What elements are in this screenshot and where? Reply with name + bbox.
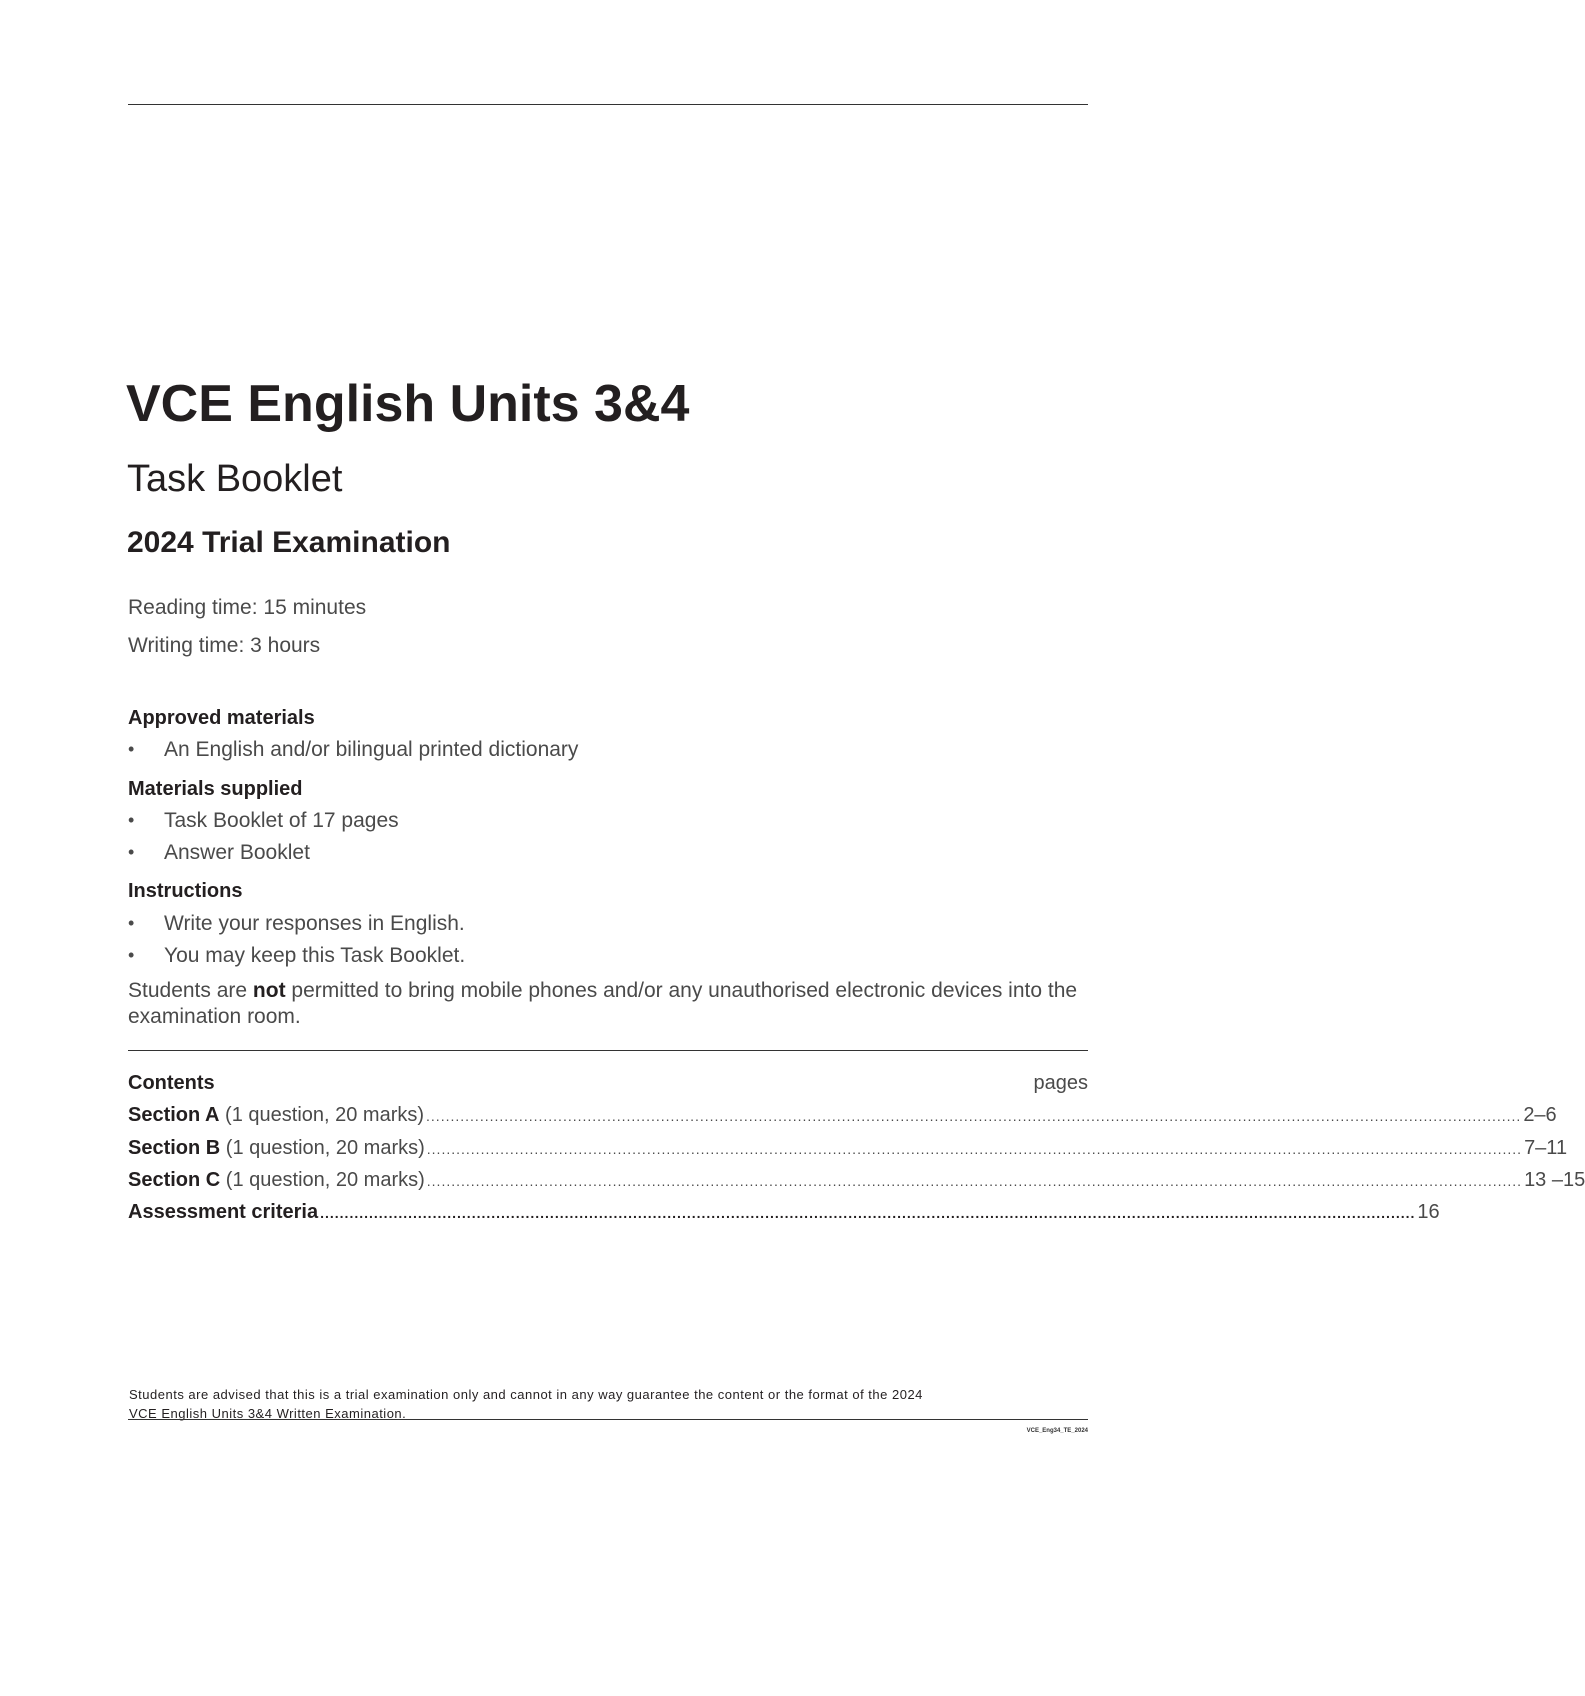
writing-time: Writing time: 3 hours <box>128 634 321 657</box>
row-label: Section B <box>128 1137 221 1159</box>
row-desc: (1 question, 20 marks) <box>220 1169 425 1191</box>
dot-leader: ................................................................................................................................................................................................................................ <box>426 1173 1523 1189</box>
instruction-item <box>128 913 465 934</box>
supplied-item-text: Task Booklet of 17 pages <box>164 809 399 832</box>
row-pages: 2–6 <box>1523 1104 1557 1126</box>
document-title: VCE English Units 3&4 <box>126 375 690 433</box>
bullet-icon: • <box>128 739 135 759</box>
disclaimer-line-1: Students are advised that this is a trial examination only and cannot in any way guarantee the content or the format of the 2024 <box>129 1387 923 1402</box>
instruction-item <box>128 945 465 966</box>
instructions-heading: Instructions <box>128 880 243 902</box>
row-desc: (1 question, 20 marks) <box>219 1104 425 1126</box>
dot-leader: ................................................................................................................................................................................................................................ <box>426 1141 1523 1157</box>
dot-leader: ................................................................................................................................................................................................................................ <box>426 1108 1522 1124</box>
materials-supplied-heading: Materials supplied <box>128 778 303 800</box>
contents-row-section-c <box>128 1168 1585 1193</box>
top-rule <box>128 104 1088 105</box>
row-pages: 7–11 <box>1524 1137 1568 1159</box>
reading-time: Reading time: 15 minutes <box>128 596 367 619</box>
contents-heading: Contents <box>128 1072 215 1094</box>
approved-item <box>128 739 578 760</box>
instruction-item-text: Write your responses in English. <box>164 912 465 935</box>
contents-row-section-b <box>128 1136 1568 1161</box>
row-pages: 13 –15 <box>1524 1169 1585 1191</box>
bullet-icon: • <box>128 810 135 830</box>
exam-name: 2024 Trial Examination <box>127 526 451 559</box>
notice-before: Students are <box>128 979 253 1002</box>
footer-rule <box>128 1419 1088 1420</box>
device-notice <box>128 978 1088 1030</box>
instruction-item-text: You may keep this Task Booklet. <box>164 944 466 967</box>
trial-disclaimer <box>129 1385 1089 1423</box>
approved-materials-heading: Approved materials <box>128 707 315 729</box>
contents-row-assessment <box>128 1200 1440 1225</box>
row-label: Section C <box>128 1169 221 1191</box>
bullet-icon: • <box>128 913 135 933</box>
row-label: Section A <box>128 1104 220 1126</box>
approved-item-text: An English and/or bilingual printed dictionary <box>164 738 579 761</box>
supplied-item <box>128 842 310 863</box>
notice-after: permitted to bring mobile phones and/or any unauthorised electronic devices into the examination room. <box>128 979 1078 1028</box>
bullet-icon: • <box>128 842 135 862</box>
contents-rule <box>128 1050 1088 1051</box>
notice-bold: not <box>252 979 286 1002</box>
document-subtitle: Task Booklet <box>127 458 343 500</box>
row-desc: (1 question, 20 marks) <box>220 1137 425 1159</box>
pages-label: pages <box>1033 1072 1088 1094</box>
dot-leader: ................................................................................................................................................................................................................................ <box>320 1205 1416 1221</box>
row-pages: 16 <box>1417 1201 1440 1223</box>
bullet-icon: • <box>128 945 135 965</box>
document-code: VCE_Eng34_TE_2024 <box>1026 1428 1088 1434</box>
row-label: Assessment criteria <box>128 1201 319 1223</box>
contents-header <box>128 1071 1088 1095</box>
contents-row-section-a <box>128 1103 1557 1128</box>
supplied-item <box>128 810 399 831</box>
disclaimer-line-2: VCE English Units 3&4 Written Examination. <box>129 1406 407 1421</box>
supplied-item-text: Answer Booklet <box>164 841 310 864</box>
